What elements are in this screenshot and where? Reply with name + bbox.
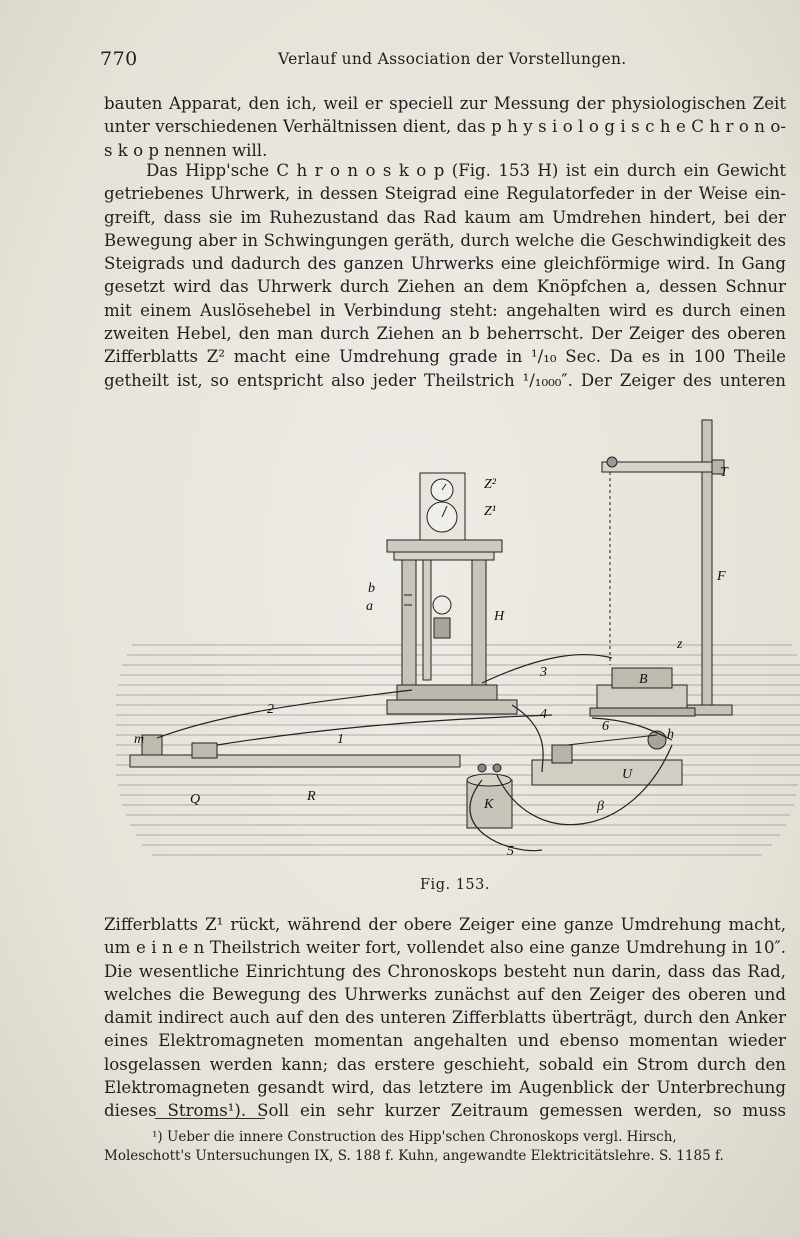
text-line: eines Elektromagneten momentan angehalten und ebenso momentan wieder <box>104 1031 786 1051</box>
text-line: getriebenes Uhrwerk, in dessen Steigrad eine Regulatorfeder in der Weise ein- <box>104 184 786 204</box>
paragraph-2 <box>104 159 786 392</box>
text-line: um e i n e n Theilstrich weiter fort, vollendet also eine ganze Umdrehung in 10″. <box>104 938 786 958</box>
text-line: mit einem Auslösehebel in Verbindung steht: angehalten wird es durch einen <box>104 300 786 320</box>
text-line: getheilt ist, so entspricht also jeder Theilstrich ¹/₁₀₀₀″. Der Zeiger des unteren <box>104 370 786 390</box>
label-wire-6: 6 <box>602 719 609 734</box>
page-number: 770 <box>100 48 138 70</box>
text-line: Zifferblatts Z² macht eine Umdrehung grade in ¹/₁₀ Sec. Da es in 100 Theile <box>104 347 786 367</box>
text-line: Bewegung aber in Schwingungen geräth, durch welche die Geschwindigkeit des <box>104 230 786 250</box>
rheostat-Q-R <box>130 735 460 767</box>
label-Z2: Z² <box>484 477 496 492</box>
label-z: z <box>677 637 683 652</box>
text-line: bauten Apparat, den ich, weil er speciell zur Messung der physiologischen Zeit <box>104 94 786 113</box>
table-hatching <box>116 645 800 855</box>
label-T: T <box>720 465 728 480</box>
footnote-line: Moleschott's Untersuchungen IX, S. 188 f. Kuhn, angewandte Elektricitätslehre. S. 1185 f. <box>104 1147 724 1164</box>
page-header <box>100 48 640 74</box>
text-line: Elektromagneten gesandt wird, das letztere im Augenblick der Unterbrechung <box>104 1078 786 1098</box>
text-line: gesetzt wird das Uhrwerk durch Ziehen an dem Knöpfchen a, dessen Schnur <box>104 277 786 297</box>
footnote-line: ¹) Ueber die innere Construction des Hipp'schen Chronoskops vergl. Hirsch, <box>152 1129 677 1145</box>
label-R: R <box>307 789 316 804</box>
text-line: Zifferblatts Z¹ rückt, während der obere Zeiger eine ganze Umdrehung macht, <box>104 915 786 934</box>
text-line: dieses Stroms¹). Soll ein sehr kurzer Zeitraum gemessen werden, so muss <box>104 1101 786 1121</box>
key-U <box>532 731 682 785</box>
label-wire-2: 2 <box>267 702 274 717</box>
label-b: b <box>368 581 375 596</box>
text-line: Steigrads und dadurch des ganzen Uhrwerks eine gleichförmige wird. In Gang <box>104 254 786 274</box>
footnote <box>104 1128 786 1165</box>
footnote-rule <box>155 1118 265 1119</box>
label-wire-5: 5 <box>507 844 514 859</box>
text-line: Die wesentliche Einrichtung des Chronoskops besteht nun darin, dass das Rad, <box>104 961 786 981</box>
label-a: a <box>366 599 373 614</box>
label-H: H <box>494 609 505 624</box>
battery-K <box>467 764 512 828</box>
text-line: greift, dass sie im Ruhezustand das Rad kaum am Umdrehen hindert, bei der <box>104 207 786 227</box>
label-wire-1: 1 <box>337 732 344 747</box>
label-K: K <box>484 797 494 812</box>
label-Q: Q <box>190 792 201 807</box>
running-title: Verlauf und Association der Vorstellungen. <box>278 50 627 68</box>
paragraph-1 <box>104 92 786 162</box>
chronoscope-H <box>387 473 517 714</box>
text-line: welches die Bewegung des Uhrwerks zunächst auf den Zeiger des oberen und <box>104 984 786 1004</box>
text-line: Das Hipp'sche C h r o n o s k o p (Fig. 153 H) ist ein durch ein Gewicht <box>146 161 786 180</box>
label-beta: β <box>597 799 604 814</box>
label-m: m <box>134 732 145 747</box>
paragraph-3 <box>104 913 786 1123</box>
label-B: B <box>639 672 648 687</box>
label-U: U <box>622 767 633 782</box>
label-wire-4: 4 <box>540 707 547 722</box>
text-line: losgelassen werden kann; das erstere geschieht, sobald ein Strom durch den <box>104 1054 786 1074</box>
chronoscope-illustration <box>112 400 800 870</box>
label-wire-3: 3 <box>540 665 547 680</box>
label-F: F <box>717 569 726 584</box>
figure-caption: Fig. 153. <box>420 877 490 893</box>
label-Z1: Z¹ <box>484 504 496 519</box>
text-line: damit indirect auch auf den des unteren Zifferblatts überträgt, durch den Anker <box>104 1008 786 1028</box>
text-line: zweiten Hebel, den man durch Ziehen an b beherrscht. Der Zeiger des oberen <box>104 324 786 344</box>
text-line: s k o p nennen will. <box>104 140 268 160</box>
label-h: h <box>667 727 674 742</box>
text-line: unter verschiedenen Verhältnissen dient, das p h y s i o l o g i s c h e C h r o n o- <box>104 117 786 137</box>
